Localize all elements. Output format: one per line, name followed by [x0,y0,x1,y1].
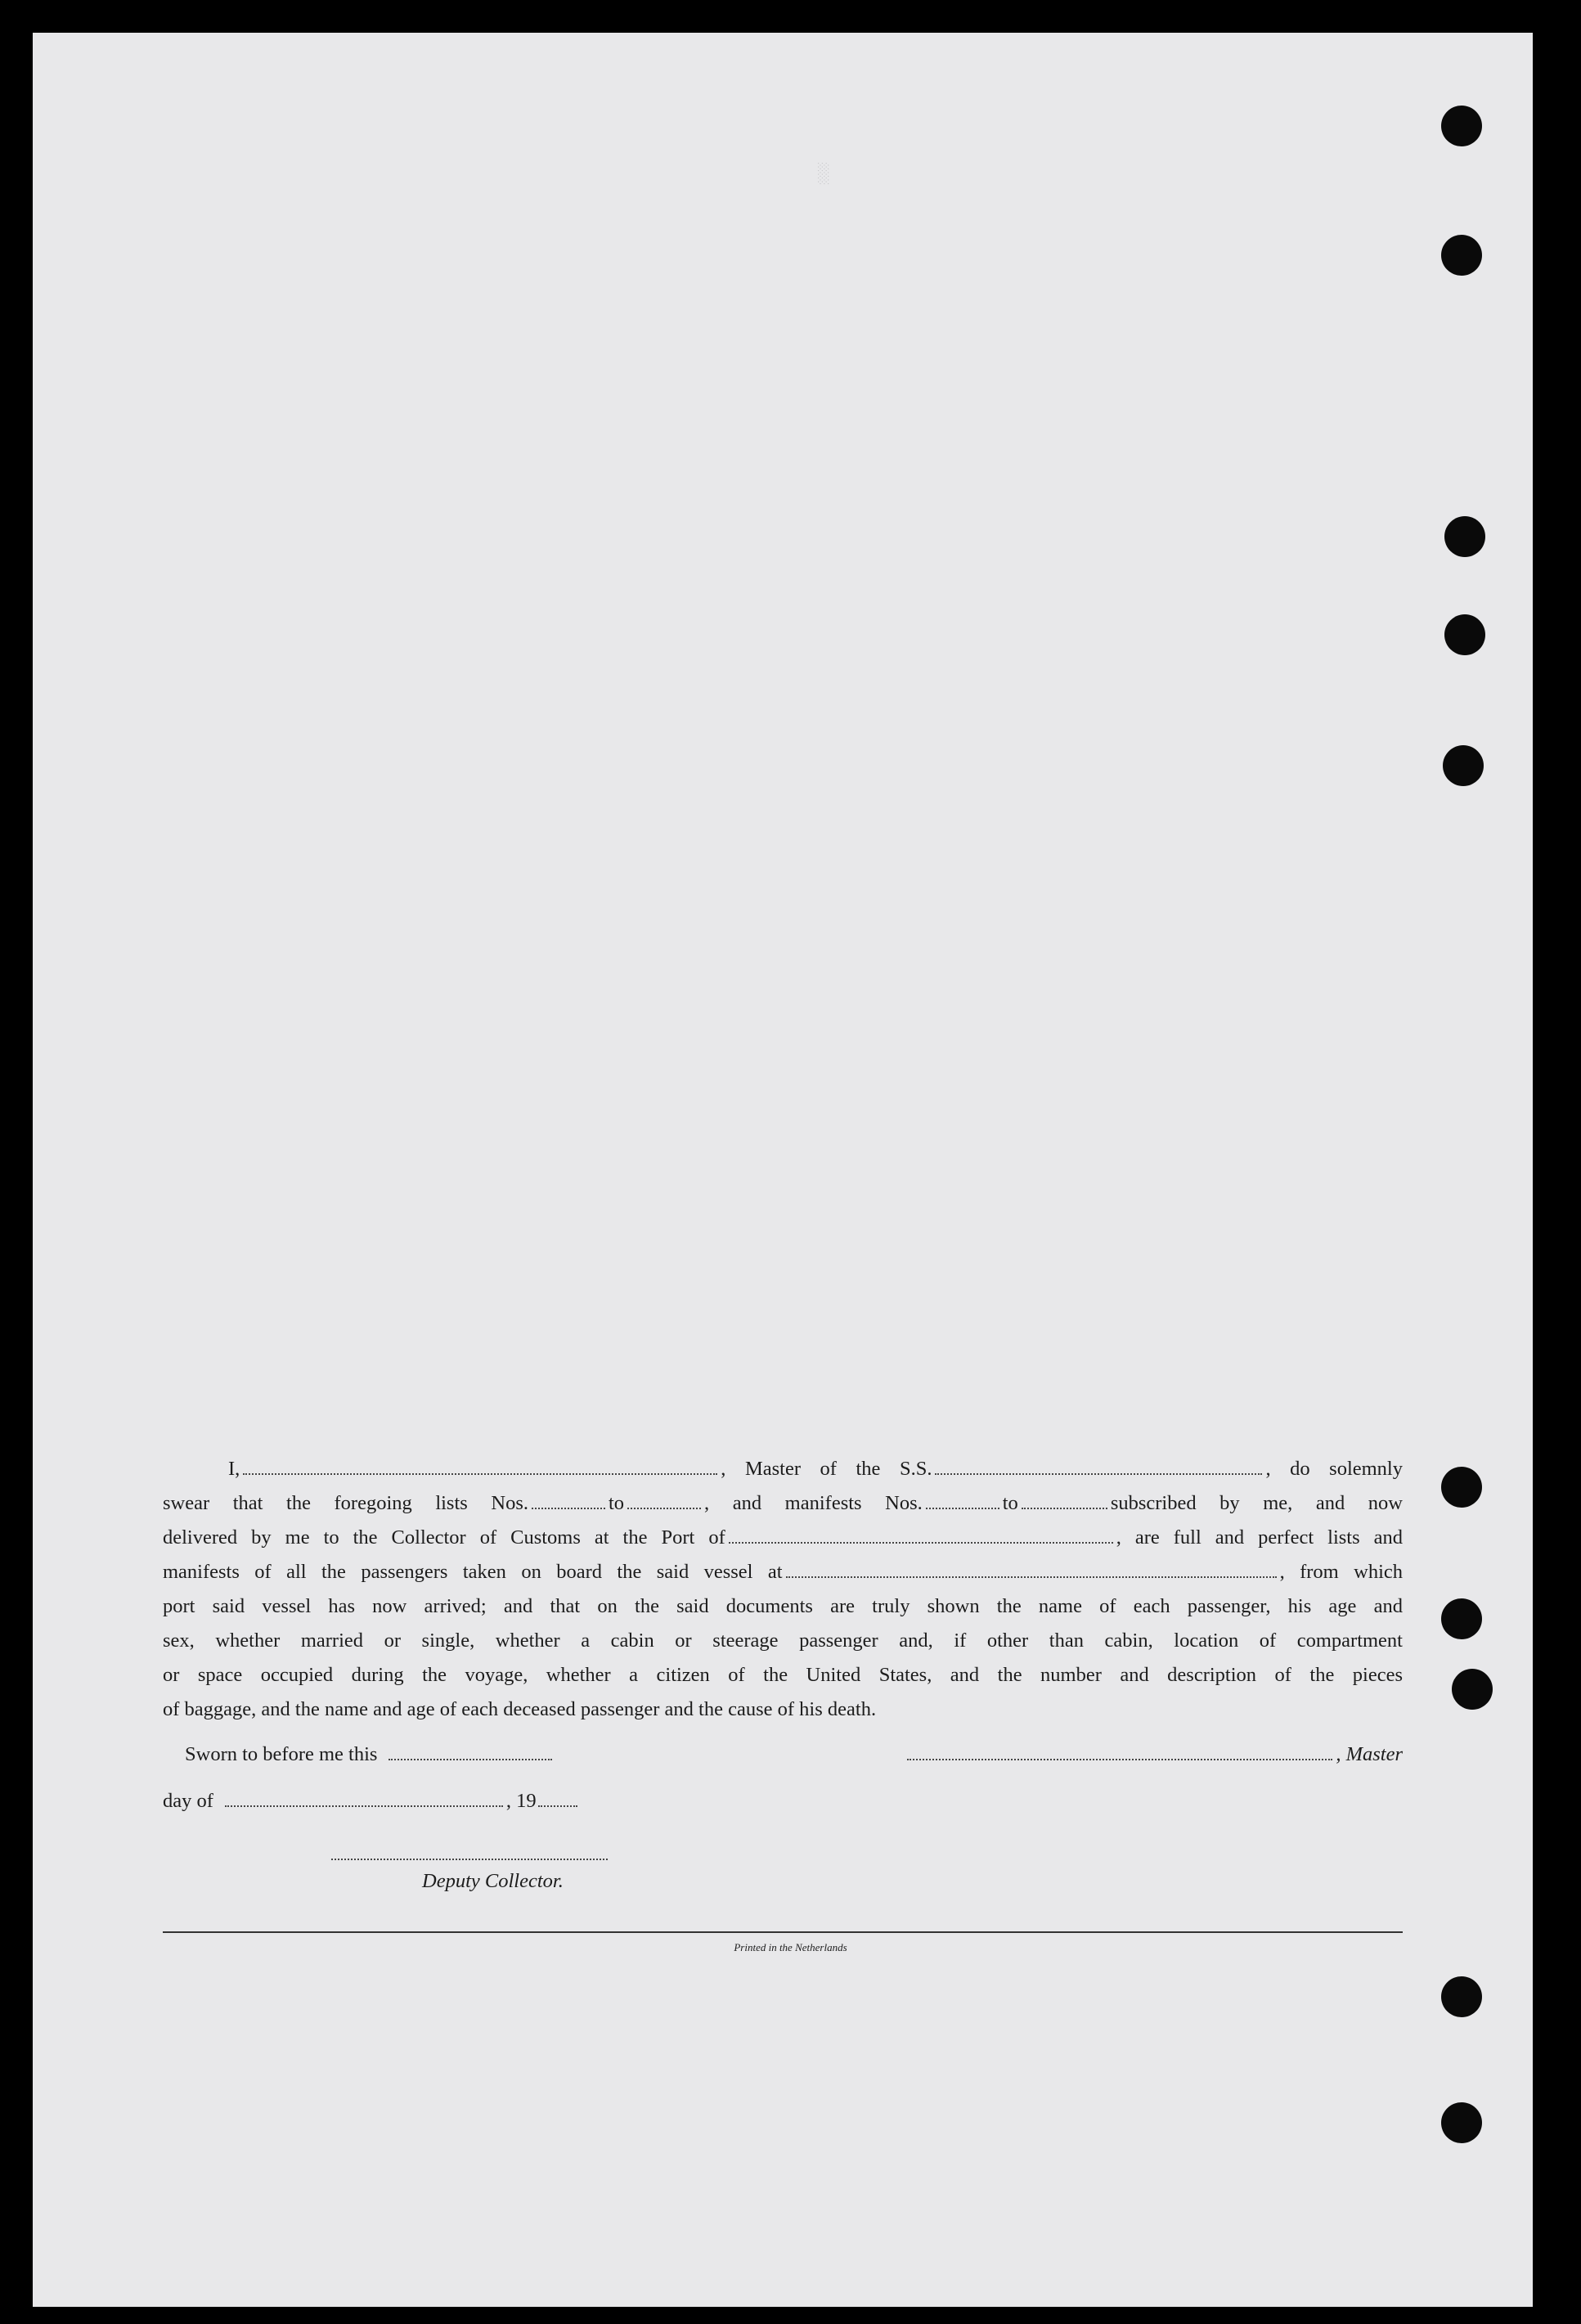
oath-text: subscribed by me, and now [1110,1492,1403,1514]
master-signature-blank [907,1758,1332,1760]
oath-line-6: sex, whether married or single, whether a cabin or steerage passenger and, if other than cabin, location of compartment [163,1629,1403,1652]
master-oath-paragraph [163,1452,1403,1727]
oath-text: swear that the foregoing lists Nos. [163,1492,528,1514]
oath-line-4 [163,1555,1403,1589]
punch-hole [1441,235,1482,276]
day-of-label: day of [163,1790,213,1812]
list-from-blank [532,1507,605,1509]
deputy-collector-label: Deputy Collector. [422,1870,564,1892]
oath-text: , from which [1279,1561,1404,1583]
ship-name-blank [935,1472,1262,1475]
oath-text: delivered by me to the Collector of Customs at the Port of [163,1526,725,1549]
master-signature-line [900,1743,1403,1766]
punch-hole [1441,2102,1482,2143]
oath-text: , do solemnly [1265,1458,1403,1480]
oath-text: , and manifests Nos. [704,1492,923,1514]
punch-hole [1452,1669,1493,1710]
sworn-label: Sworn to before me this [185,1743,378,1765]
list-to-blank [627,1507,701,1509]
punch-hole [1441,1598,1482,1639]
sworn-day-blank [389,1758,552,1760]
deputy-signature-blank [331,1859,608,1860]
footer-rule [163,1931,1403,1933]
master-label: , Master [1336,1743,1403,1765]
document-sheet [33,33,1533,2307]
oath-line-8: of baggage, and the name and age of each deceased passenger and the cause of his death. [163,1698,877,1720]
oath-line-5: port said vessel has now arrived; and that on the said documents are truly shown the name of each passenger, his age and [163,1595,1403,1617]
oath-text: manifests of all the passengers taken on board the said vessel at [163,1561,783,1583]
oath-line-7: or space occupied during the voyage, whether a citizen of the United States, and the number and description of the pieces [163,1664,1403,1686]
oath-line-1 [163,1452,1403,1486]
sworn-line [185,1743,555,1766]
bleed-through-text: ░ [818,164,830,186]
year-blank [538,1805,577,1807]
punch-hole [1444,516,1485,557]
punch-hole [1443,745,1484,786]
port-blank [729,1541,1113,1544]
oath-text: , are full and perfect lists and [1116,1526,1403,1549]
manifest-to-blank [1022,1507,1107,1509]
manifest-from-blank [926,1507,999,1509]
month-blank [225,1805,503,1807]
oath-text: I, [228,1458,240,1480]
punch-hole [1441,1467,1482,1508]
day-of-line [163,1790,581,1813]
printer-note: Printed in the Netherlands [734,1941,847,1953]
master-name-blank [243,1472,717,1475]
oath-line-2 [163,1486,1403,1521]
punch-hole [1441,106,1482,146]
punch-hole [1444,614,1485,655]
year-prefix: , 19 [505,1790,537,1812]
oath-line-3 [163,1521,1403,1555]
oath-text: , Master of the S.S. [721,1458,932,1480]
punch-hole [1441,1976,1482,2017]
oath-text: to [608,1492,625,1514]
embarkation-port-blank [786,1576,1277,1578]
oath-text: to [1002,1492,1018,1514]
